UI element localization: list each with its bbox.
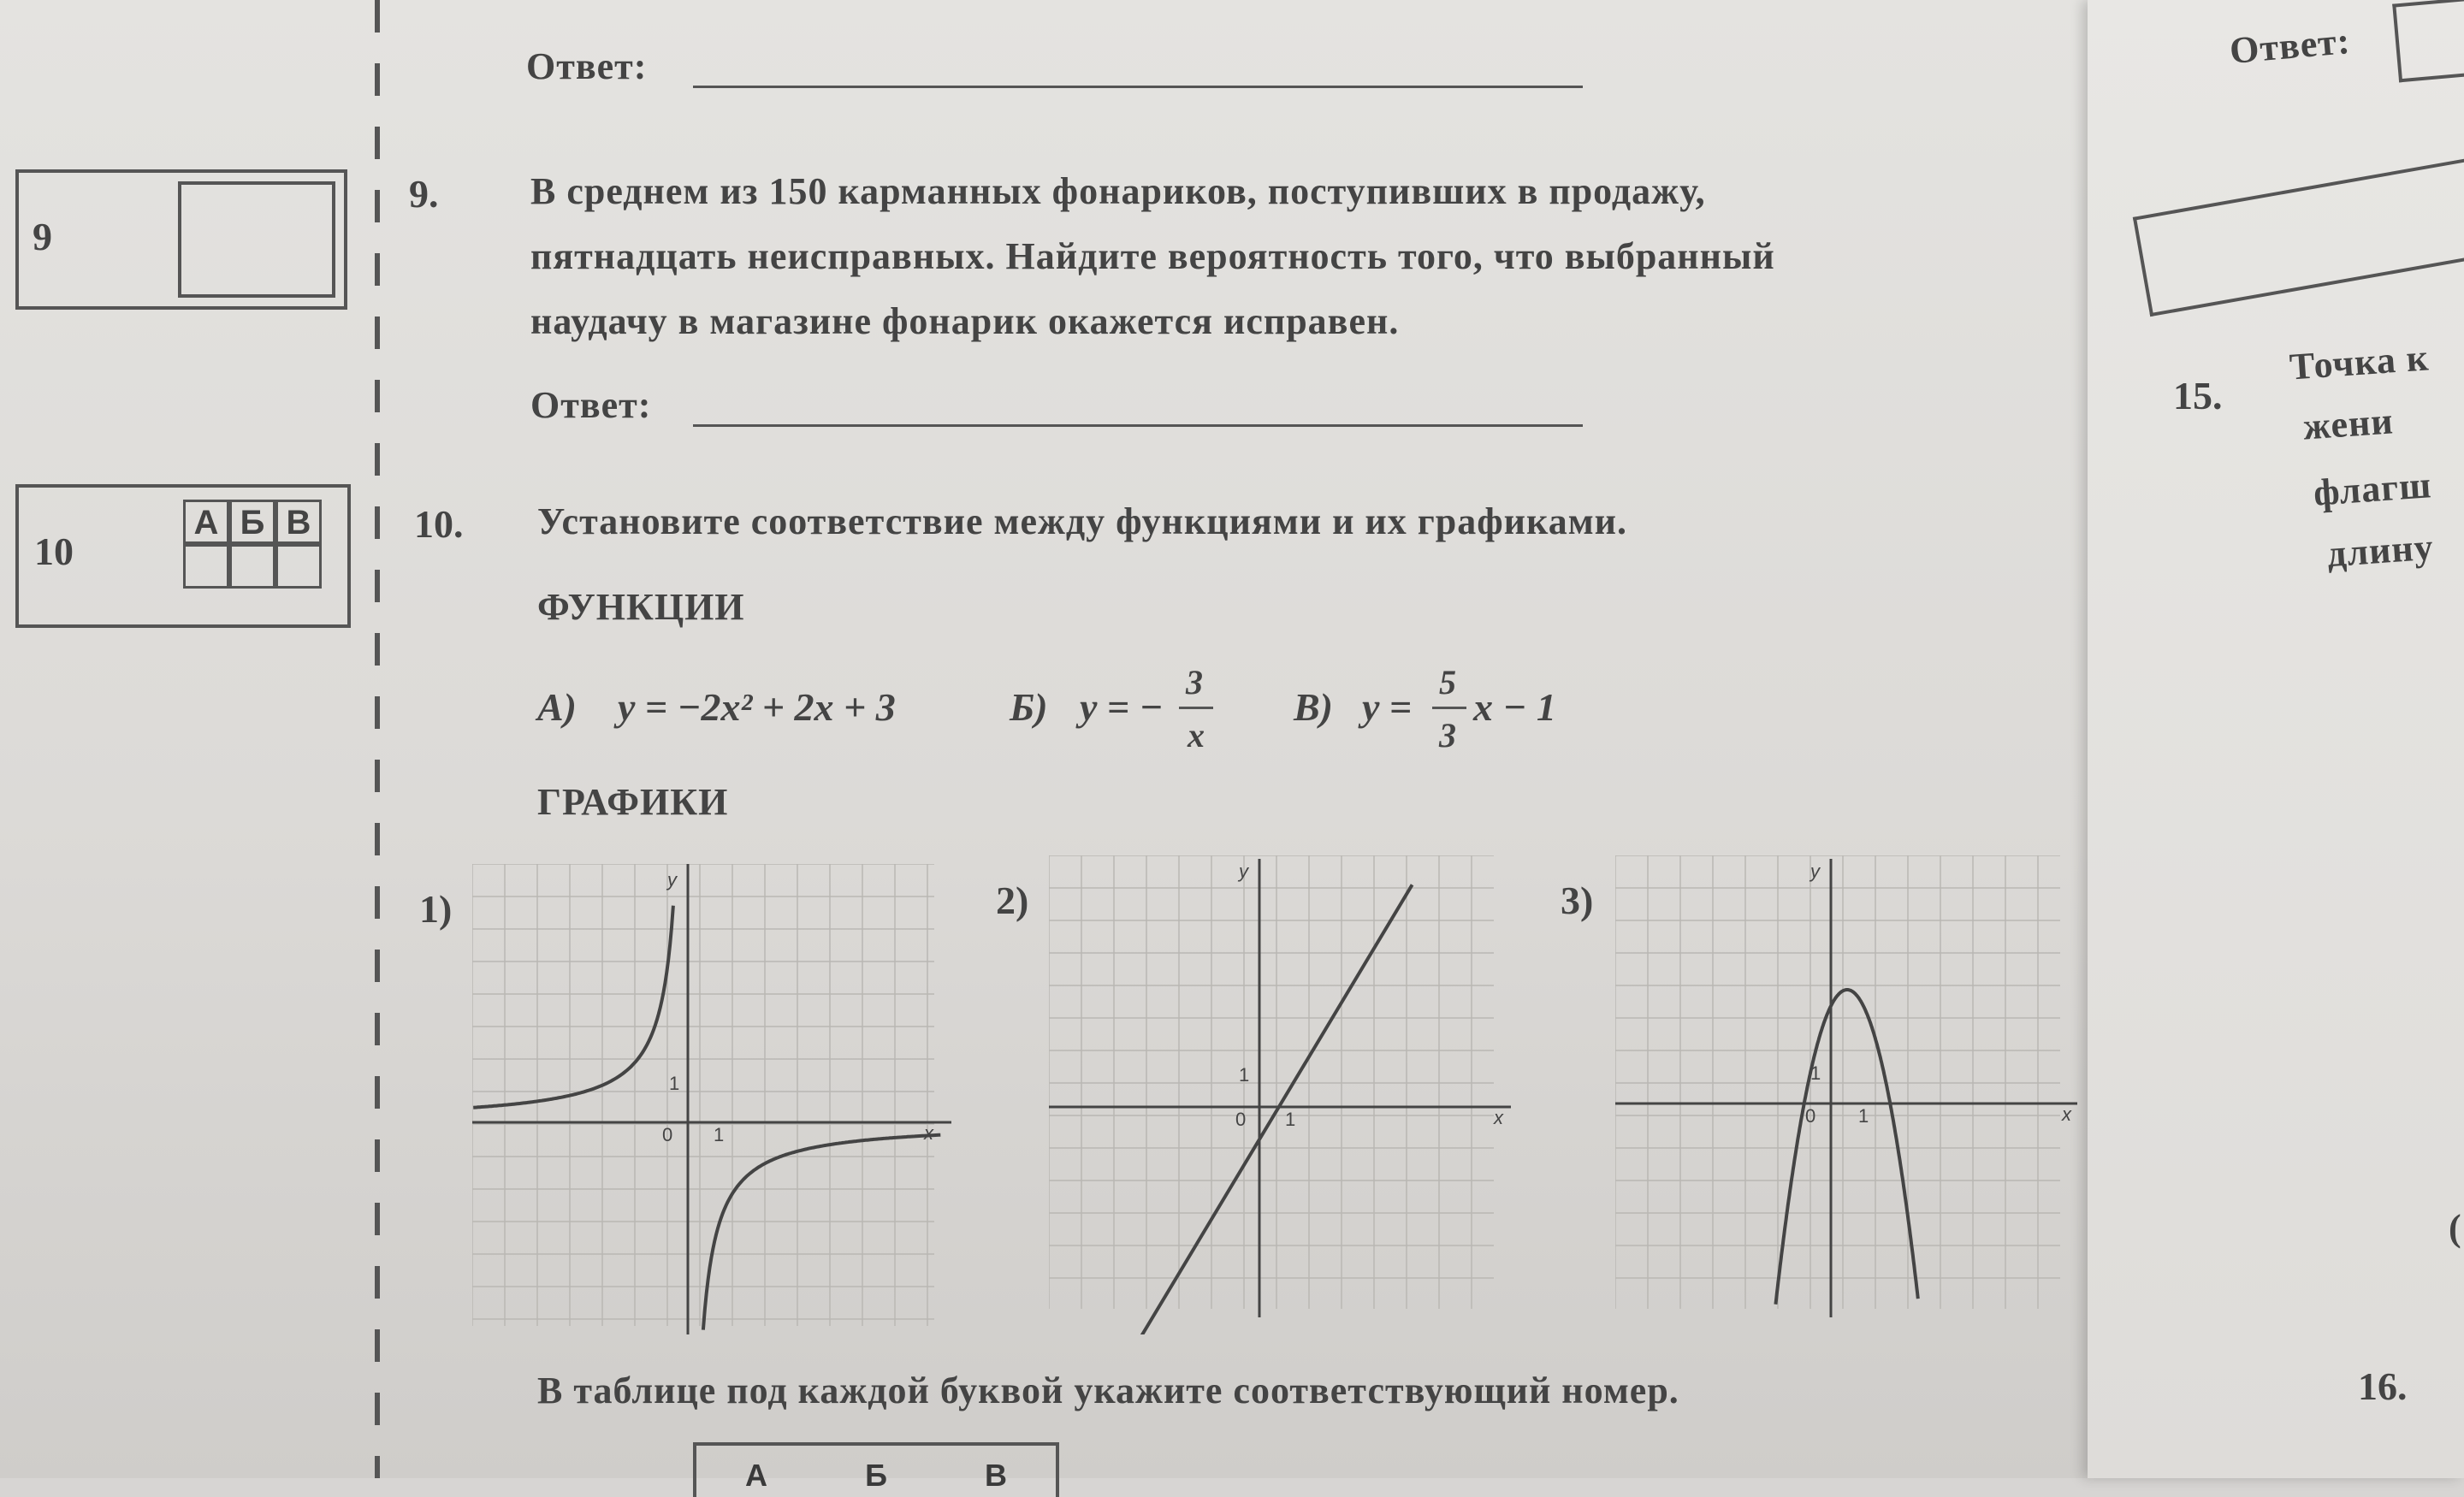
graph-1-y-label: y	[667, 869, 677, 891]
graph-1-unit-y: 1	[669, 1073, 680, 1094]
graph-2-origin: 0	[1235, 1109, 1247, 1130]
graph-3-x-label: x	[2062, 1104, 2071, 1125]
q9-answer-line[interactable]	[693, 424, 1583, 427]
func-c-lhs: y =	[1362, 685, 1413, 729]
q9-answer-label: Ответ:	[530, 384, 652, 426]
func-b-lhs: y = −	[1080, 685, 1164, 729]
graph-1-x-label: x	[924, 1122, 933, 1144]
graph-3-origin: 0	[1805, 1105, 1816, 1127]
graph-1	[472, 864, 968, 1343]
q10-grid-input-a[interactable]	[183, 544, 229, 589]
right-answer-label: Ответ:	[2228, 19, 2353, 73]
q16-number: 16.	[2358, 1364, 2408, 1408]
graphs-heading: ГРАФИКИ	[537, 781, 729, 823]
answer-table-letter-b: Б	[865, 1458, 887, 1493]
q10-box-number: 10	[34, 530, 74, 573]
answer-table	[693, 1442, 1059, 1497]
func-b-numerator: 3	[1186, 663, 1203, 701]
q15-line-3: флагш	[2312, 464, 2433, 514]
q10-grid-input-c[interactable]	[275, 544, 322, 589]
func-c-denominator: 3	[1439, 716, 1456, 754]
q10-grid-letter-c: В	[275, 500, 322, 544]
answer-table-letter-c: В	[985, 1458, 1007, 1493]
graph-3-unit-x: 1	[1858, 1105, 1869, 1127]
graph-1-curve-left	[473, 906, 673, 1108]
graph-3	[1615, 855, 2094, 1334]
func-b-fraction-bar	[1179, 707, 1213, 709]
q9-line-2: пятнадцать неисправных. Найдите вероятность того, что выбранный	[530, 235, 1775, 277]
q9-line-1: В среднем из 150 карманных фонариков, поступивших в продажу,	[530, 170, 1706, 212]
graph-3-grid	[1615, 855, 2060, 1309]
graph-1-curve-right	[703, 1135, 940, 1330]
q15-line-4: длину	[2325, 525, 2436, 576]
cut-line	[375, 0, 380, 1478]
q10-prompt: Установите соответствие между функциями и их графиками.	[537, 500, 1628, 542]
functions-heading: ФУНКЦИИ	[537, 586, 745, 628]
graph-1-label: 1)	[419, 887, 453, 931]
func-b-label: Б)	[1010, 685, 1048, 729]
graph-2-unit-x: 1	[1285, 1109, 1296, 1130]
q10-grid-letter-a: А	[183, 500, 229, 544]
q9-number: 9.	[409, 172, 439, 216]
q8-answer-label: Ответ:	[526, 45, 648, 87]
q15-line-1: Точка к	[2288, 336, 2431, 388]
graph-2-x-label: x	[1494, 1107, 1503, 1128]
q10-answer-grid	[183, 500, 322, 589]
graph-1-unit-x: 1	[714, 1124, 725, 1145]
graph-1-grid	[472, 864, 934, 1326]
graph-2-line	[1110, 885, 1412, 1334]
right-stray-mark: (	[2449, 1207, 2462, 1249]
graph-3-label: 3)	[1561, 879, 1594, 922]
answer-table-letter-a: А	[745, 1458, 767, 1493]
graph-2	[1049, 855, 1528, 1334]
func-c-numerator: 5	[1439, 663, 1456, 701]
q9-answer-cell[interactable]	[178, 181, 335, 298]
right-answer-box[interactable]	[2392, 0, 2464, 82]
q15-line-2: жени	[2301, 399, 2396, 448]
q10-grid-input-b[interactable]	[229, 544, 275, 589]
func-a-label: А)	[537, 685, 577, 729]
func-b-denominator: x	[1188, 716, 1205, 754]
graph-1-origin: 0	[662, 1124, 673, 1145]
graph-2-label: 2)	[996, 879, 1029, 922]
func-c-label: В)	[1294, 685, 1333, 729]
func-a-formula: y = −2x² + 2x + 3	[618, 685, 896, 729]
q10-number: 10.	[414, 502, 464, 546]
q9-line-3: наудачу в магазине фонарик окажется исправен.	[530, 300, 1400, 342]
graph-2-y-label: y	[1239, 861, 1248, 882]
graph-3-y-label: y	[1810, 861, 1820, 882]
func-c-rhs: x − 1	[1473, 685, 1556, 729]
graph-3-curve	[1775, 990, 1917, 1305]
q10-grid-letter-b: Б	[229, 500, 275, 544]
q15-number: 15.	[2173, 374, 2223, 417]
table-prompt: В таблице под каждой буквой укажите соответствующий номер.	[537, 1370, 1679, 1411]
graph-2-grid	[1049, 855, 1494, 1309]
q9-box-number: 9	[33, 215, 52, 258]
func-c-fraction-bar	[1432, 707, 1466, 709]
graph-2-unit-y: 1	[1239, 1064, 1250, 1086]
q8-answer-line[interactable]	[693, 86, 1583, 88]
graph-3-unit-y: 1	[1810, 1062, 1821, 1084]
